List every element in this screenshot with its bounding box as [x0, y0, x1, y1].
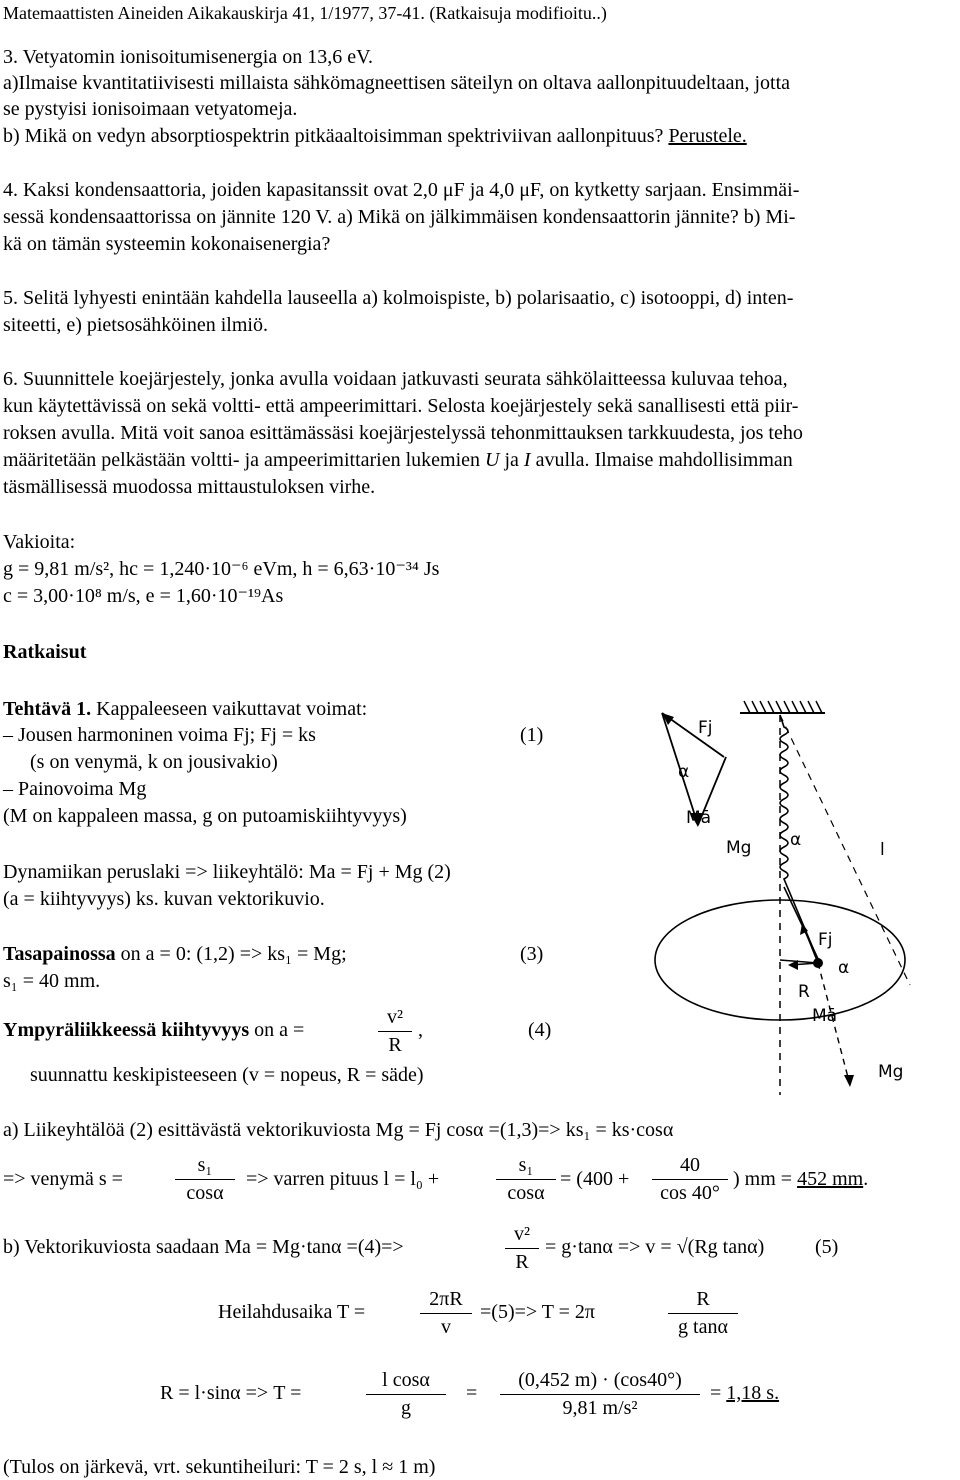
eq-number-1: (1)	[520, 724, 544, 746]
frac-num: s₁	[175, 1153, 235, 1180]
problem-6-line-1: 6. Suunnittele koejärjestely, jonka avulla voidaan jatkuvasti seurata sähkölaitteessa kuluvaa tehoa,	[3, 368, 788, 390]
problem-4-line-3: kä on tämän systeemin kokonaisenergia?	[3, 233, 331, 255]
comma: ,	[418, 1019, 423, 1041]
stretch-eq: = (400 +	[560, 1168, 630, 1190]
problem-6-text-a: määritetään pelkästään voltti- ja ampeerimittarien lukemien	[3, 449, 481, 471]
circular-label: Ympyräliikkeessä kiihtyvyys	[3, 1019, 250, 1041]
final-remark: (Tulos on järkevä, vrt. sekuntiheiluri: T = 2 s, l ≈ 1 m)	[3, 1456, 436, 1478]
fraction-numeric	[500, 1368, 700, 1421]
equilibrium-line	[3, 942, 347, 967]
eq-number-5: (5)	[815, 1236, 839, 1258]
problem-6-line-5: täsmällisessä muodossa mittaustuloksen virhe.	[3, 476, 376, 498]
fraction-v2-r-b	[505, 1222, 539, 1275]
problem-6-line-2: kun käytettävissä on sekä voltti- että ampeerimittari. Selosta koejärjestely sekä sanallisesti että piir-	[3, 395, 799, 417]
label-ma-2: Mā	[812, 1006, 838, 1026]
problem-6-line-4	[3, 448, 793, 473]
problem-3-line-1: 3. Vetyatomin ionisoitumisenergia on 13,6 eV.	[3, 46, 373, 68]
problem-6-text-b: ja	[504, 449, 519, 471]
label-r: R	[798, 982, 810, 1002]
circular-line	[3, 1018, 304, 1043]
force-2: – Painovoima Mg	[3, 778, 147, 800]
frac-den: cosα	[186, 1182, 224, 1204]
r-line-pre: R = l·sinα => T =	[160, 1382, 302, 1404]
problem-3-line-3: se pystyisi ionisoimaan vetyatomeja.	[3, 98, 298, 120]
solutions-heading: Ratkaisut	[3, 641, 87, 663]
label-ma: Mā	[686, 808, 712, 828]
frac-num: 2πR	[420, 1287, 472, 1314]
dynamics-line-1: Dynamiikan peruslaki => liikeyhtälö: Ma = Fj + Mg (2)	[3, 861, 451, 883]
circular-note: suunnattu keskipisteeseen (v = nopeus, R = säde)	[30, 1064, 424, 1086]
force-1-note: (s on venymä, k on jousivakio)	[30, 751, 278, 773]
constants-line-1: g = 9,81 m/s², hc = 1,240·10⁻⁶ eVm, h = 6,63·10⁻³⁴ Js	[3, 558, 440, 580]
label-alpha-3: α	[838, 958, 850, 978]
task-intro-text: Kappaleeseen vaikuttavat voimat:	[96, 698, 368, 720]
period-result: 1,18 s.	[726, 1382, 780, 1404]
label-l: l	[880, 840, 885, 860]
cone-line-right	[780, 715, 910, 985]
task-1-intro	[3, 697, 367, 722]
frac-num: (0,452 m) · (cos40°)	[500, 1368, 700, 1395]
part-b-post: = g·tanα => v = √(Rg tanα)	[545, 1236, 765, 1258]
part-a-line: a) Liikeyhtälöä (2) esittävästä vektorikuviosta Mg = Fj cosα =(1,3)=> ks₁ = ks·cosα	[3, 1119, 674, 1141]
label-alpha: α	[678, 762, 690, 782]
eq-number-3: (3)	[520, 943, 544, 965]
problem-3-line-2: a)Ilmaise kvantitatiivisesti millaista sähkömagneettisen säteilyn on oltava aallonpituudeltaan, jotta	[3, 72, 791, 94]
frac-den: cosα	[507, 1182, 545, 1204]
period-mid: =(5)=> T = 2π	[480, 1301, 596, 1323]
problem-5-line-1: 5. Selitä lyhyesti enintään kahdella lauseella a) kolmoispiste, b) polarisaatio, c) isotooppi, d) inten-	[3, 287, 794, 309]
constants-line-2: c = 3,00·10⁸ m/s, e = 1,60·10⁻¹⁹As	[3, 585, 284, 607]
problem-4-line-2: sessä kondensaattorissa on jännite 120 V. a) Mikä on jälkimmäisen kondensaattorin jännite? b) Mi-	[3, 206, 796, 228]
r-line-eq: =	[466, 1382, 478, 1404]
ceiling-hatch	[744, 701, 822, 713]
equilibrium-text: on a = 0: (1,2) => ks₁ = Mg;	[120, 943, 347, 965]
fraction-s1-cos	[175, 1153, 235, 1206]
force-2-note: (M on kappaleen massa, g on putoamiskiihtyvyys)	[3, 805, 407, 827]
var-u: U	[485, 449, 500, 471]
equilibrium-label: Tasapainossa	[3, 943, 116, 965]
label-fj: Fj	[698, 718, 713, 738]
problem-3-question-b: b) Mikä on vedyn absorptiospektrin pitkäaaltoisimman spektriviivan aallonpituus?	[3, 125, 664, 147]
task-label: Tehtävä 1.	[3, 698, 92, 720]
frac-den: v	[441, 1316, 451, 1338]
fraction-lcos-g	[366, 1368, 446, 1421]
frac-den: g	[401, 1397, 411, 1419]
dynamics-line-2: (a = kiihtyvyys) ks. kuvan vektorikuvio.	[3, 888, 325, 910]
problem-6-text-c: avulla. Ilmaise mahdollisimman	[535, 449, 793, 471]
period-label: Heilahdusaika T =	[218, 1301, 366, 1323]
frac-num: l cosα	[366, 1368, 446, 1395]
problem-5-line-2: siteetti, e) pietsosähköinen ilmiö.	[3, 314, 268, 336]
label-mg: Mg	[726, 838, 752, 858]
s1-value: s₁ = 40 mm.	[3, 970, 101, 992]
perustele-link[interactable]: Perustele.	[668, 125, 747, 147]
arrowhead	[844, 1075, 854, 1087]
stretch-post-text: ) mm =	[733, 1168, 793, 1190]
stretch-pre: => venymä s =	[3, 1168, 123, 1190]
problem-3-line-4	[3, 124, 747, 149]
document-header: Matemaattisten Aineiden Aikakauskirja 41, 1/1977, 37-41. (Ratkaisuja modifioitu..)	[3, 3, 607, 23]
pendulum-figure	[640, 695, 958, 1115]
r-line-post	[710, 1381, 779, 1406]
fraction-v2-r	[378, 1005, 412, 1058]
problem-4-line-1: 4. Kaksi kondensaattoria, joiden kapasitanssit ovat 2,0 μF ja 4,0 μF, on kytketty sarjaan. Ensimmäi-	[3, 179, 800, 201]
frac-den: R	[515, 1251, 529, 1273]
fraction-r-gtan	[668, 1287, 738, 1340]
fraction-2piR-v	[420, 1287, 472, 1340]
frac-num: 40	[652, 1153, 728, 1180]
circular-text: on a =	[254, 1019, 305, 1041]
frac-num: R	[668, 1287, 738, 1314]
frac-den: cos 40°	[660, 1182, 720, 1204]
frac-num: v²	[505, 1222, 539, 1249]
label-fj-2: Fj	[818, 930, 833, 950]
frac-den: 9,81 m/s²	[562, 1397, 638, 1419]
frac-num: v²	[378, 1005, 412, 1032]
problem-6-line-3: roksen avulla. Mitä voit sanoa esittämässäsi koejärjestelyssä tehonmittauksen tarkkuudesta, jos teho	[3, 422, 803, 444]
var-i: I	[523, 449, 531, 471]
frac-den: R	[388, 1034, 402, 1056]
label-alpha-2: α	[790, 830, 802, 850]
constants-title: Vakioita:	[3, 531, 76, 553]
r-line-post-text: =	[710, 1382, 722, 1404]
force-1: – Jousen harmoninen voima Fj; Fj = ks	[3, 724, 316, 746]
fraction-40-cos40	[652, 1153, 728, 1206]
part-b-line: b) Vektorikuviosta saadaan Ma = Mg·tanα =(4)=>	[3, 1236, 404, 1258]
frac-num: s₁	[496, 1153, 556, 1180]
radius-line	[780, 960, 818, 963]
stretch-mid: => varren pituus l = l₀ +	[246, 1168, 440, 1190]
eq-number-4: (4)	[528, 1019, 552, 1041]
stretch-post: ) mm = 452 mm.	[733, 1168, 869, 1190]
label-mg-2: Mg	[878, 1062, 904, 1082]
fraction-s1-cos-2	[496, 1153, 556, 1206]
frac-den: g tanα	[678, 1316, 728, 1338]
stretch-result: 452 mm	[797, 1168, 864, 1190]
